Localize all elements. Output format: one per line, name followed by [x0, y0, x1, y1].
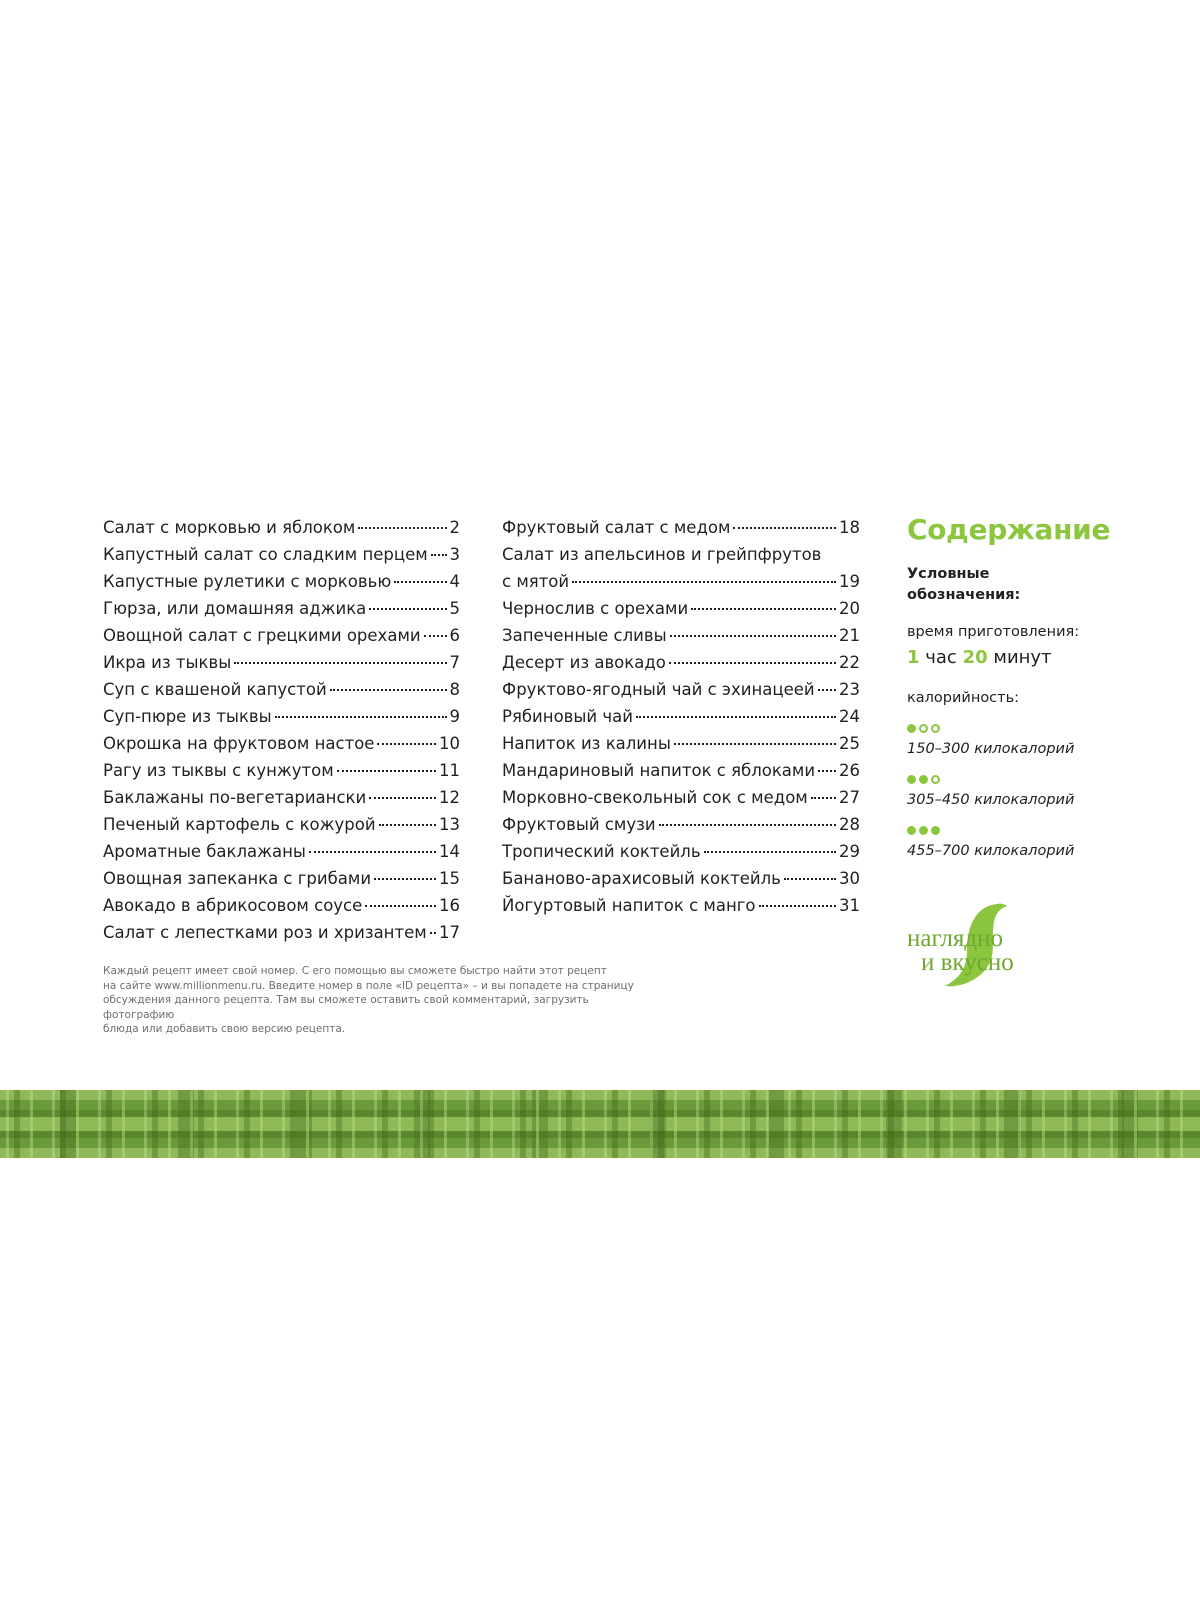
- toc-entry-title: Авокадо в абрикосовом соусе: [103, 896, 363, 915]
- toc-leader: [674, 743, 836, 745]
- toc-entry[interactable]: [103, 595, 460, 622]
- toc-entry-page: 11: [439, 761, 460, 780]
- toc-entry-page: 16: [439, 896, 460, 915]
- toc-entry-page: 21: [839, 626, 860, 645]
- toc-entry-title: Бананово-арахисовый коктейль: [502, 869, 781, 888]
- toc-entry[interactable]: [103, 757, 460, 784]
- toc-entry-title: Мандариновый напиток с яблоками: [502, 761, 816, 780]
- toc-leader: [358, 527, 446, 529]
- brand-logo: [905, 898, 1095, 998]
- toc-leader: [759, 905, 836, 907]
- toc-leader: [374, 878, 436, 880]
- toc-entry[interactable]: [103, 784, 460, 811]
- toc-column-middle: [502, 514, 860, 919]
- toc-entry-page: 18: [839, 518, 860, 537]
- toc-entry-title: Окрошка на фруктовом настое: [103, 734, 375, 753]
- time-label: время приготовления:: [907, 624, 1080, 640]
- toc-entry-title: Салат с морковью и яблоком: [103, 518, 356, 537]
- toc-entry-page: 30: [839, 869, 860, 888]
- toc-entry-page: 3: [449, 545, 460, 564]
- toc-leader: [659, 824, 836, 826]
- toc-entry-page: 27: [839, 788, 860, 807]
- toc-entry-title: Напиток из калины: [502, 734, 671, 753]
- plaid-band: [0, 1090, 1200, 1158]
- toc-entry[interactable]: [502, 676, 860, 703]
- toc-leader: [733, 527, 836, 529]
- toc-entry-title: Фруктовый смузи: [502, 815, 656, 834]
- toc-entry[interactable]: [502, 568, 860, 595]
- calorie-dot-filled-icon: [907, 724, 916, 733]
- calorie-range-high: 455–700 килокалорий: [907, 843, 1075, 859]
- calorie-dot-empty-icon: [931, 724, 940, 733]
- toc-entry[interactable]: [103, 622, 460, 649]
- toc-leader: [670, 635, 836, 637]
- calorie-range-low: 150–300 килокалорий: [907, 741, 1075, 757]
- toc-entry-page: 6: [449, 626, 460, 645]
- calorie-dots-medium: [907, 773, 1167, 785]
- toc-leader: [704, 851, 836, 853]
- footnote-line: на сайте www.millionmenu.ru. Введите номер в поле «ID рецепта» – и вы попадете на страницу: [103, 979, 634, 992]
- toc-entry-title: Овощная запеканка с грибами: [103, 869, 372, 888]
- toc-leader: [818, 689, 836, 691]
- toc-entry-title: Чернослив с орехами: [502, 599, 689, 618]
- toc-leader: [337, 770, 436, 772]
- toc-entry[interactable]: [103, 514, 460, 541]
- toc-entry[interactable]: [502, 838, 860, 865]
- time-hours: 1: [907, 647, 920, 668]
- footnote-line: Каждый рецепт имеет свой номер. С его помощью вы сможете быстро найти этот рецепт: [103, 965, 607, 977]
- toc-entry[interactable]: [103, 676, 460, 703]
- toc-entry-title: Ароматные баклажаны: [103, 842, 306, 861]
- toc-entry-page: 24: [839, 707, 860, 726]
- toc-entry[interactable]: [502, 784, 860, 811]
- toc-leader: [234, 662, 446, 664]
- toc-leader: [369, 608, 446, 610]
- toc-entry-page: 25: [839, 734, 860, 753]
- toc-entry[interactable]: [502, 730, 860, 757]
- calorie-range-medium: 305–450 килокалорий: [907, 792, 1075, 808]
- toc-entry-page: 28: [839, 815, 860, 834]
- page-title: Содержание: [907, 513, 1111, 546]
- toc-entry[interactable]: [103, 703, 460, 730]
- toc-entry-title: Капустные рулетики с морковью: [103, 572, 392, 591]
- toc-leader: [379, 824, 436, 826]
- toc-entry-title-line1[interactable]: Салат из апельсинов и грейпфрутов: [502, 545, 822, 564]
- toc-entry-title: Фруктовый салат с медом: [502, 518, 731, 537]
- toc-leader: [369, 797, 436, 799]
- toc-entry-page: 20: [839, 599, 860, 618]
- calorie-dot-filled-icon: [907, 775, 916, 784]
- toc-entry[interactable]: [103, 568, 460, 595]
- toc-leader: [394, 581, 446, 583]
- toc-leader: [275, 716, 447, 718]
- toc-leader: [669, 662, 836, 664]
- toc-entry[interactable]: [103, 541, 460, 568]
- toc-leader: [424, 635, 447, 637]
- toc-entry-page: 17: [439, 923, 460, 942]
- toc-entry[interactable]: [502, 865, 860, 892]
- toc-entry-title: Рябиновый чай: [502, 707, 633, 726]
- toc-leader: [431, 554, 447, 556]
- toc-entry-title: Суп с квашеной капустой: [103, 680, 327, 699]
- toc-leader: [691, 608, 836, 610]
- toc-entry-page: 31: [839, 896, 860, 915]
- toc-entry-title: Тропический коктейль: [502, 842, 701, 861]
- toc-entry[interactable]: [103, 838, 460, 865]
- toc-entry-title: Гюрза, или домашняя аджика: [103, 599, 367, 618]
- toc-entry-title: Салат с лепестками роз и хризантем: [103, 923, 427, 942]
- toc-leader: [309, 851, 436, 853]
- calorie-dot-filled-icon: [919, 775, 928, 784]
- toc-leader: [365, 905, 436, 907]
- calorie-dot-filled-icon: [931, 826, 940, 835]
- toc-entry-title: Печеный картофель с кожурой: [103, 815, 376, 834]
- toc-entry-title: Запеченные сливы: [502, 626, 667, 645]
- toc-entry-page: 19: [839, 572, 860, 591]
- toc-entry-page: 5: [449, 599, 460, 618]
- toc-entry-title: Фруктово-ягодный чай с эхинацеей: [502, 680, 815, 699]
- toc-entry[interactable]: [103, 919, 460, 946]
- logo-text-line1: наглядно: [907, 925, 1004, 952]
- toc-entry-page: 8: [449, 680, 460, 699]
- toc-entry-page: 7: [449, 653, 460, 672]
- toc-entry-page: 4: [449, 572, 460, 591]
- toc-entry[interactable]: [502, 622, 860, 649]
- time-example: [907, 644, 1167, 672]
- toc-entry-title: Рагу из тыквы с кунжутом: [103, 761, 334, 780]
- toc-entry[interactable]: [103, 811, 460, 838]
- spoon-swoosh-icon: [905, 898, 1095, 998]
- symbols-title-line2: обозначения:: [907, 587, 1021, 603]
- toc-entry[interactable]: [502, 514, 860, 541]
- toc-entry-page: 15: [439, 869, 460, 888]
- toc-entry-page: 13: [439, 815, 460, 834]
- toc-entry-title: Морковно-свекольный сок с медом: [502, 788, 808, 807]
- toc-entry-title: Капустный салат со сладким перцем: [103, 545, 428, 564]
- toc-entry[interactable]: [103, 892, 460, 919]
- toc-entry[interactable]: [502, 595, 860, 622]
- footnote-line: обсуждения данного рецепта. Там вы сможете оставить свой комментарий, загрузить фотографию: [103, 994, 589, 1021]
- toc-entry[interactable]: [502, 649, 860, 676]
- toc-entry[interactable]: [103, 730, 460, 757]
- toc-leader: [784, 878, 836, 880]
- toc-leader: [377, 743, 436, 745]
- toc-entry-title: Суп-пюре из тыквы: [103, 707, 272, 726]
- symbols-title: [907, 564, 1167, 606]
- toc-entry[interactable]: [502, 757, 860, 784]
- calorie-dots-high: [907, 824, 1167, 836]
- toc-entry[interactable]: [103, 865, 460, 892]
- footnote: [103, 964, 643, 1037]
- calorie-dot-filled-icon: [907, 826, 916, 835]
- calorie-dot-filled-icon: [919, 826, 928, 835]
- time-hours-unit: час: [925, 647, 957, 668]
- toc-entry-title: Йогуртовый напиток с манго: [502, 896, 756, 915]
- toc-entry-page: 26: [839, 761, 860, 780]
- symbols-title-line1: Условные: [907, 566, 990, 582]
- toc-entry-page: 2: [449, 518, 460, 537]
- toc-entry[interactable]: [103, 649, 460, 676]
- logo-text-line2: и вкусно: [921, 949, 1014, 976]
- toc-entry-title: Десерт из авокадо: [502, 653, 666, 672]
- toc-entry-page: 23: [839, 680, 860, 699]
- toc-leader: [636, 716, 836, 718]
- toc-leader: [572, 581, 836, 583]
- toc-entry[interactable]: [502, 811, 860, 838]
- toc-column-left: [103, 514, 460, 946]
- time-minutes: 20: [962, 647, 988, 668]
- calorie-dot-empty-icon: [931, 775, 940, 784]
- toc-leader: [330, 689, 447, 691]
- toc-leader: [818, 770, 836, 772]
- toc-entry-page: 29: [839, 842, 860, 861]
- toc-entry-title: Икра из тыквы: [103, 653, 232, 672]
- toc-entry[interactable]: [502, 892, 860, 919]
- toc-leader: [430, 932, 436, 934]
- toc-entry-page: 10: [439, 734, 460, 753]
- toc-entry-page: 22: [839, 653, 860, 672]
- legend-panel: [907, 510, 1167, 861]
- toc-entry-page: 9: [449, 707, 460, 726]
- toc-entry[interactable]: [502, 703, 860, 730]
- toc-leader: [811, 797, 836, 799]
- toc-entry-title: Баклажаны по-вегетариански: [103, 788, 367, 807]
- calorie-dot-empty-icon: [919, 724, 928, 733]
- toc-entry-page: 12: [439, 788, 460, 807]
- calorie-dots-low: [907, 722, 1167, 734]
- calories-label: калорийность:: [907, 690, 1020, 706]
- footnote-line: блюда или добавить свою версию рецепта.: [103, 1023, 346, 1035]
- toc-entry-page: 14: [439, 842, 460, 861]
- toc-entry-title: Овощной салат с грецкими орехами: [103, 626, 421, 645]
- toc-entry-title-line2: с мятой: [502, 572, 570, 591]
- time-minutes-unit: минут: [993, 647, 1052, 668]
